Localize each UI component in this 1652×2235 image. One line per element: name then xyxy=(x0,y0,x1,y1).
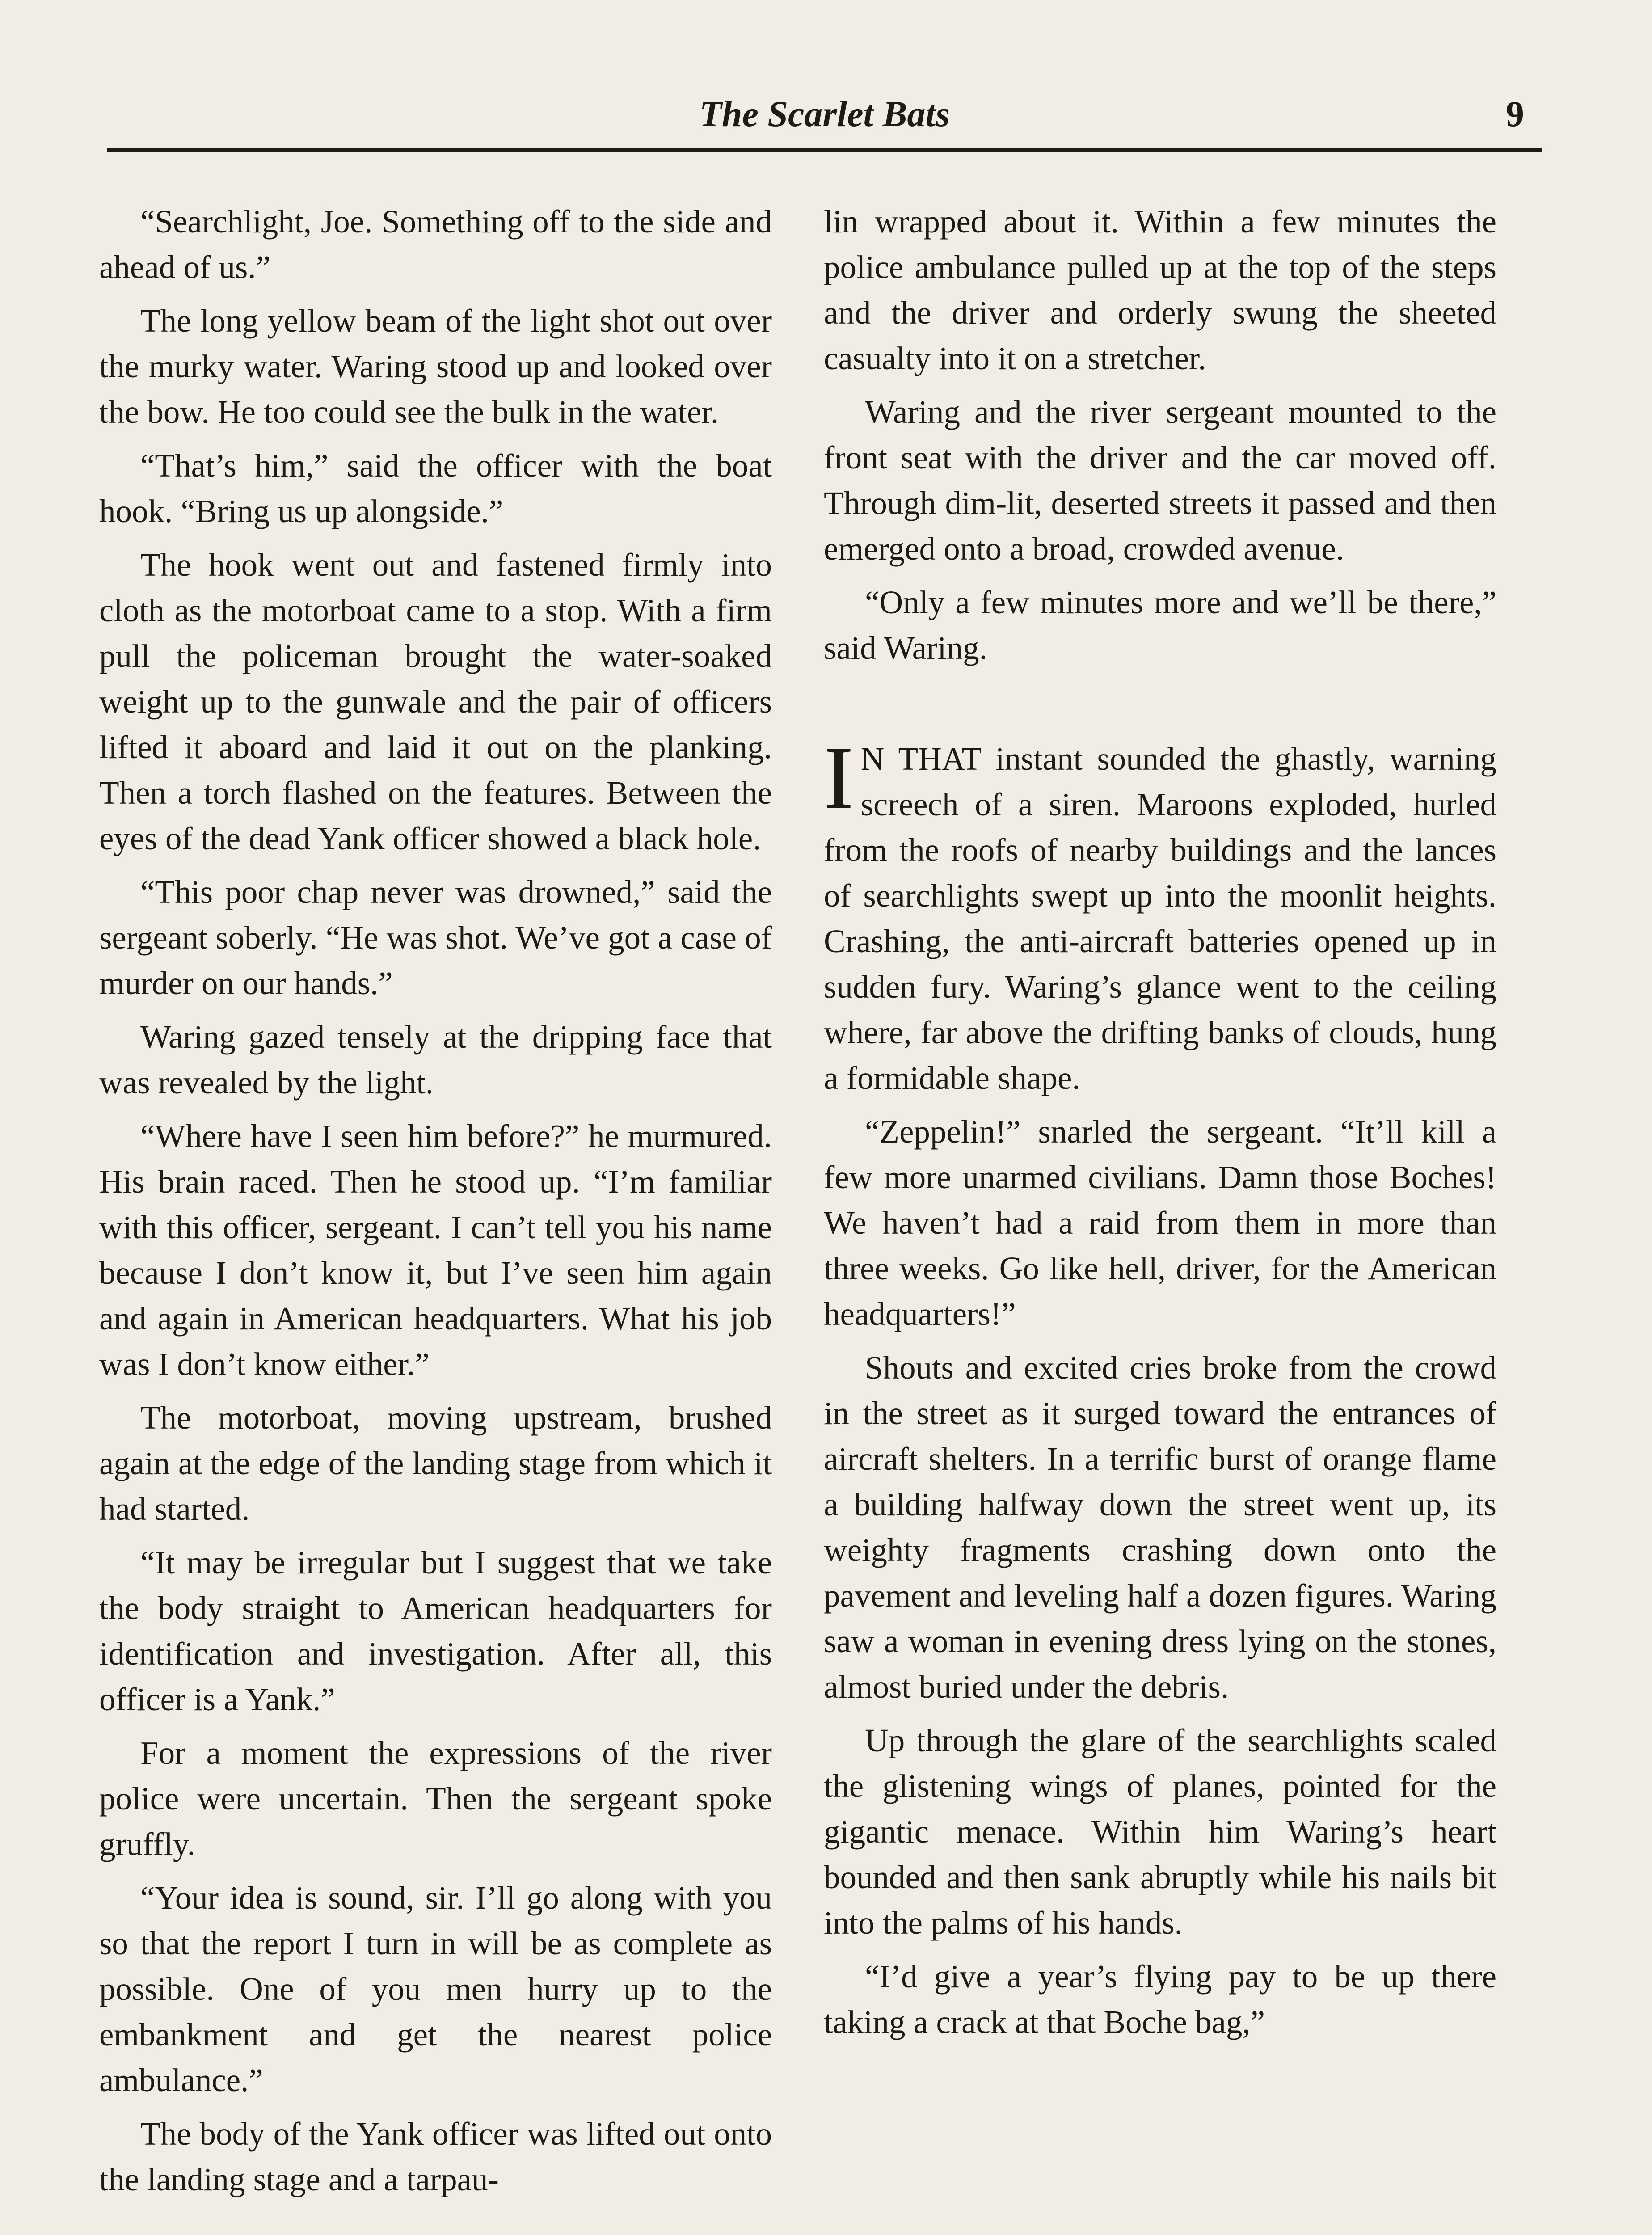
section-break xyxy=(824,679,1496,736)
paragraph: The motorboat, moving upstream, brushed again at the edge of the landing stage from which it had started. xyxy=(99,1400,772,1527)
drop-cap: I xyxy=(824,729,854,827)
right-column xyxy=(824,199,1496,2053)
paragraph: “Only a few minutes more and we’ll be there,” said Waring. xyxy=(824,584,1496,666)
left-column xyxy=(99,199,772,2210)
paragraph: “It may be irregular but I suggest that we take the body straight to American headquarters for identification and investigation. After all, this officer is a Yank.” xyxy=(99,1544,772,1717)
dropcap-paragraph xyxy=(824,729,1496,1101)
paragraph: The long yellow beam of the light shot out over the murky water. Waring stood up and looked over the bow. He too could see the bulk in the water. xyxy=(99,303,772,430)
header-rule xyxy=(107,148,1542,152)
paragraph: Waring gazed tensely at the dripping face that was revealed by the light. xyxy=(99,1019,772,1101)
running-header xyxy=(107,89,1542,148)
paragraph: Up through the glare of the searchlights scaled the glistening wings of planes, pointed for the gigantic menace. Within him Waring’s heart bounded and then sank abruptly while his nails bit into the palms of his hands. xyxy=(824,1722,1496,1941)
paragraph: For a moment the expressions of the river police were uncertain. Then the sergeant spoke gruffly. xyxy=(99,1735,772,1862)
continued-paragraph: lin wrapped about it. Within a few minutes the police ambulance pulled up at the top of the steps and the driver and orderly swung the sheeted casualty into it on a stretcher. xyxy=(824,203,1496,376)
paragraph: Waring and the river sergeant mounted to the front seat with the driver and the car moved off. Through dim-lit, deserted streets it passed and then emerged onto a broad, crowded avenue. xyxy=(824,394,1496,567)
paragraph: The body of the Yank officer was lifted out onto the landing stage and a tarpau- xyxy=(99,2116,772,2197)
paragraph: The hook went out and fastened firmly into cloth as the motorboat came to a stop. With a firm pull the policeman brought the water-soaked weight up to the gunwale and the pair of officers lifted it aboard and laid it out on the planking. Then a torch flashed on the features. Between the eyes of the dead Yank officer showed a black hole. xyxy=(99,547,772,856)
dropcap-paragraph-text: N THAT instant sounded the ghastly, warning screech of a siren. Maroons exploded, hurled from the roofs of nearby buildings and the lances of searchlights swept up into the moonlit heights. Crashing, the anti-aircraft batteries opened up in sudden fury. Waring’s glance went to the ceiling where, far above the drifting banks of clouds, hung a formidable shape. xyxy=(824,741,1496,1096)
running-title: The Scarlet Bats xyxy=(699,93,950,134)
paragraph: “Where have I seen him before?” he murmured. His brain raced. Then he stood up. “I’m familiar with this officer, sergeant. I can’t tell you his name because I don’t know it, but I’ve seen him again and again in American headquarters. What his job was I don’t know either.” xyxy=(99,1118,772,1382)
paragraph: Shouts and excited cries broke from the crowd in the street as it surged toward the entrances of aircraft shelters. In a terrific burst of orange flame a building halfway down the street went up, its weighty fragments crashing down onto the pavement and leveling half a dozen figures. Waring saw a woman in evening dress lying on the stones, almost buried under the debris. xyxy=(824,1349,1496,1705)
paragraph: “I’d give a year’s flying pay to be up there taking a crack at that Boche bag,” xyxy=(824,1958,1496,2040)
paragraph: “That’s him,” said the officer with the boat hook. “Bring us up alongside.” xyxy=(99,447,772,529)
paragraph: “Your idea is sound, sir. I’ll go along with you so that the report I turn in will be as complete as possible. One of you men hurry up to the embankment and get the nearest police ambulance.” xyxy=(99,1880,772,2098)
paragraph: “Searchlight, Joe. Something off to the side and ahead of us.” xyxy=(99,203,772,285)
paragraph: “This poor chap never was drowned,” said the sergeant soberly. “He was shot. We’ve got a case of murder on our hands.” xyxy=(99,874,772,1001)
page-number: 9 xyxy=(1506,93,1524,134)
paragraph: “Zeppelin!” snarled the sergeant. “It’ll kill a few more unarmed civilians. Damn those Boches! We haven’t had a raid from them in more than three weeks. Go like hell, driver, for the American headquarters!” xyxy=(824,1113,1496,1332)
